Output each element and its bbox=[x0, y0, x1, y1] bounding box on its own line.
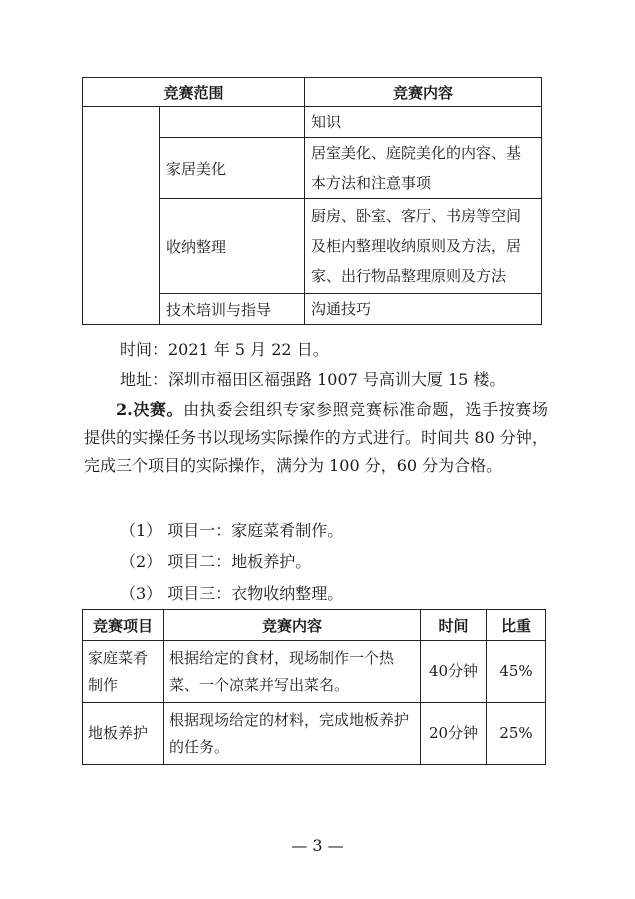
address-line: 地址：深圳市福田区福强路 1007 号高训大厦 15 楼。 bbox=[120, 370, 506, 389]
table-row bbox=[83, 703, 546, 765]
table-header-time: 时间 bbox=[421, 610, 487, 641]
final-heading: 2.决赛。 bbox=[116, 400, 184, 419]
items-table bbox=[82, 609, 546, 765]
scope-table bbox=[82, 77, 542, 325]
table-cell-weight: 25% bbox=[487, 703, 546, 765]
final-paragraph bbox=[84, 396, 548, 480]
table-cell-content: 根据现场给定的材料，完成地板养护的任务。 bbox=[164, 703, 421, 765]
table-header-content: 竞赛内容 bbox=[164, 610, 421, 641]
table-cell-content: 根据给定的食材，现场制作一个热菜、一个凉菜并写出菜名。 bbox=[164, 641, 421, 703]
table-cell-content: 沟通技巧 bbox=[305, 294, 542, 325]
table-header-content: 竞赛内容 bbox=[305, 78, 542, 107]
table-cell-content: 知识 bbox=[305, 107, 542, 138]
table-cell-category: 收纳整理 bbox=[160, 199, 305, 294]
table-cell-category: 技术培训与指导 bbox=[160, 294, 305, 325]
table-cell-category: 家居美化 bbox=[160, 138, 305, 199]
table-cell-time: 40分钟 bbox=[421, 641, 487, 703]
table-header-weight: 比重 bbox=[487, 610, 546, 641]
project-item: （1） 项目一：家庭菜肴制作。 bbox=[120, 521, 344, 540]
table-header-scope: 竞赛范围 bbox=[83, 78, 305, 107]
table-cell-weight: 45% bbox=[487, 641, 546, 703]
project-item: （2） 项目二：地板养护。 bbox=[120, 552, 312, 571]
table-cell-content: 厨房、卧室、客厅、书房等空间及柜内整理收纳原则及方法，居家、出行物品整理原则及方法 bbox=[305, 199, 542, 294]
final-text: 由执委会组织专家参照竞赛标准命题，选手按赛场提供的实操任务书以现场实际操作的方式进行。时间共 80 分钟，完成三个项目的实际操作，满分为 100 分，60 分为合格。 bbox=[84, 400, 548, 475]
table-header-item: 竞赛项目 bbox=[83, 610, 164, 641]
page-number: — 3 — bbox=[291, 836, 344, 855]
project-item: （3） 项目三：衣物收纳整理。 bbox=[120, 584, 344, 603]
table-header-row bbox=[83, 610, 546, 641]
table-row bbox=[83, 641, 546, 703]
merged-cell bbox=[83, 107, 160, 325]
table-cell-item: 地板养护 bbox=[83, 703, 164, 765]
table-cell-category bbox=[160, 107, 305, 138]
table-row bbox=[83, 107, 542, 138]
table-cell-content: 居室美化、庭院美化的内容、基本方法和注意事项 bbox=[305, 138, 542, 199]
table-cell-item: 家庭菜肴制作 bbox=[83, 641, 164, 703]
time-line: 时间：2021 年 5 月 22 日。 bbox=[120, 340, 329, 359]
table-cell-time: 20分钟 bbox=[421, 703, 487, 765]
table-header-row bbox=[83, 78, 542, 107]
